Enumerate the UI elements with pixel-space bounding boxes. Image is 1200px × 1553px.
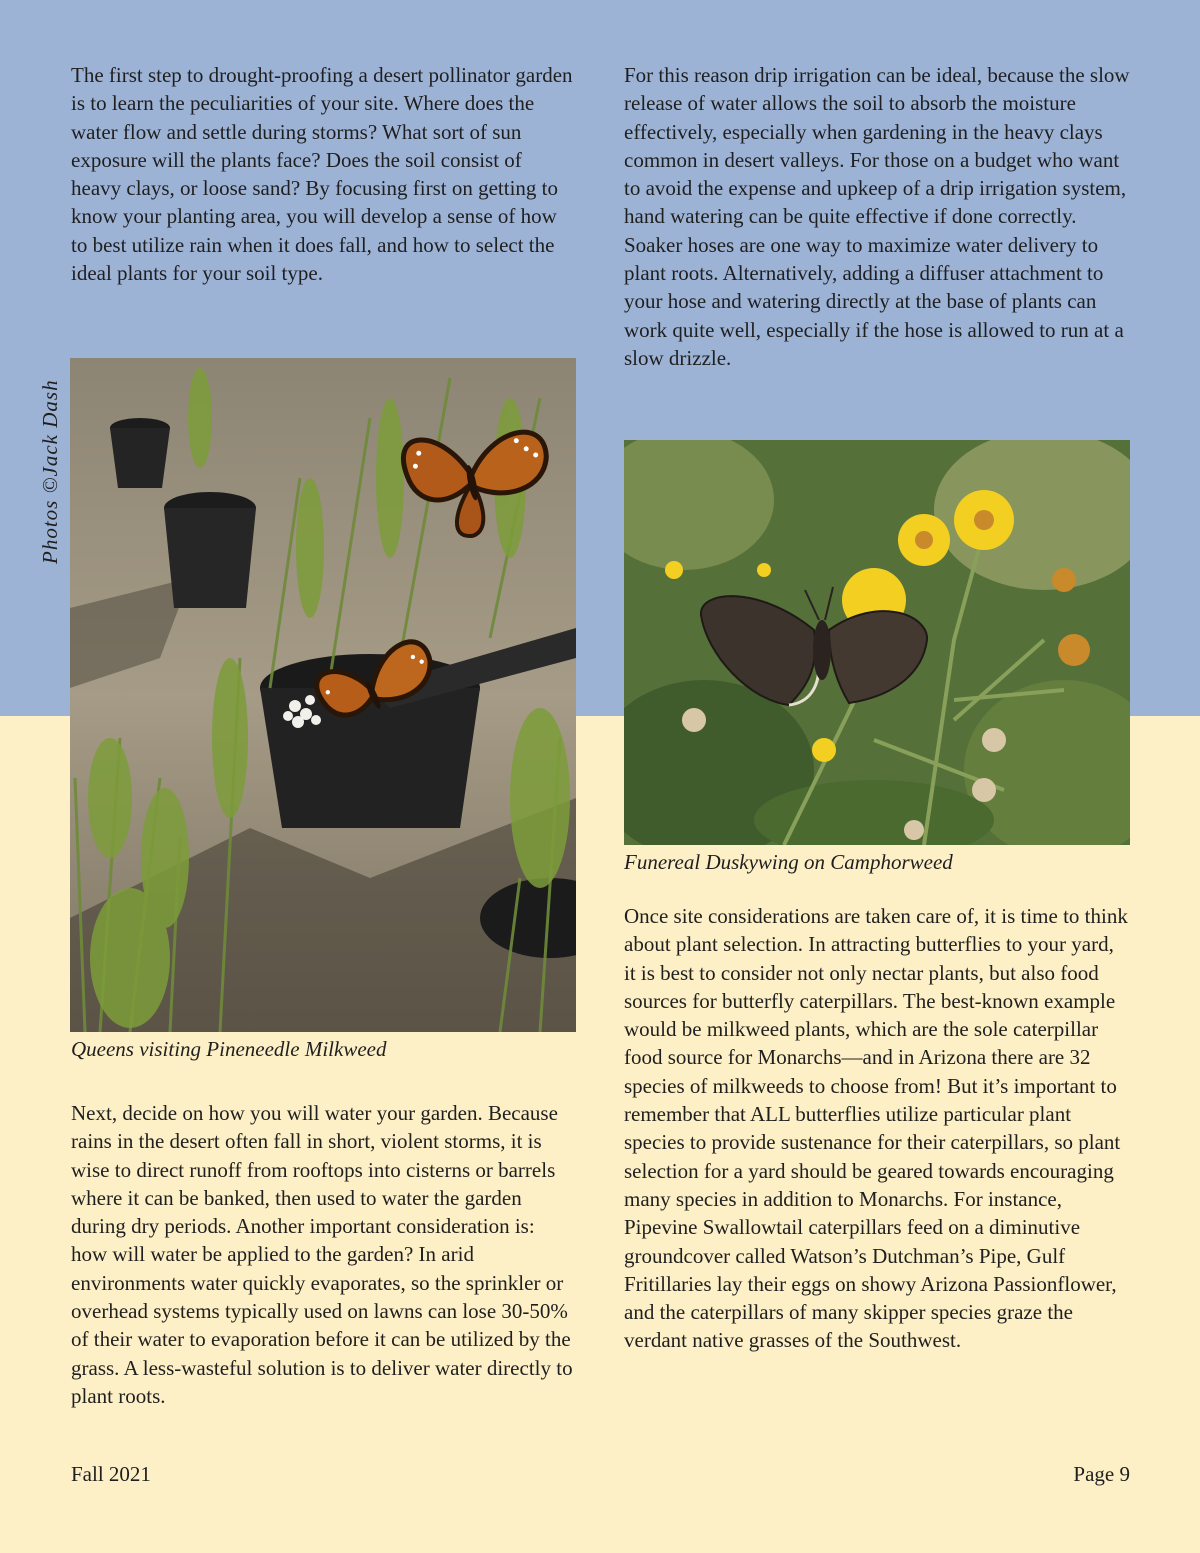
right-paragraph-2: Once site considerations are taken care of, it is time to think about plant selection. In attracting butterflies to your yard, it is best to consider not only nectar plants, but also food sources for butterfly caterpillars. The best-known example would be milkweed plants, which are the sole caterpillar food source for Monarchs—and in Arizona there are 32 species of milkweeds to choose from! But it’s important to remember that ALL butterflies utilize particular plant species to provide sustenance for their caterpillars, so plant selection for a yard should be geared towards encouraging many species in addition to Monarchs. For instance, Pipevine Swallowtail caterpillars feed on a diminutive groundcover called Watson’s Dutchman’s Pipe, Gulf Fritillaries lay their eggs on showy Arizona Passionflower, and the caterpillars of many skipper species graze the verdant native grasses of the Southwest. xyxy=(624,904,1128,1353)
queens-milkweed-photo xyxy=(70,358,576,1032)
left-photo-caption: Queens visiting Pineneedle Milkweed xyxy=(71,1037,387,1061)
issue-label: Fall 2021 xyxy=(71,1462,151,1486)
right-photo-caption: Funereal Duskywing on Camphorweed xyxy=(624,850,953,874)
left-paragraph-1: The first step to drought-proofing a desert pollinator garden is to learn the peculiarities of your site. Where does the water flow and settle during storms? What sort of sun exposure will the plants face? Does the soil consist of heavy clays, or loose sand? By focusing first on getting to know your planting area, you will develop a sense of how to best utilize rain when it does fall, and how to select the ideal plants for your soil type. xyxy=(71,63,573,286)
left-paragraph-2: Next, decide on how you will water your garden. Because rains in the desert often fall in short, violent storms, it is wise to direct runoff from rooftops into cisterns or barrels where it can be banked, then used to water the garden during dry periods. Another important consideration is: how will water be applied to the garden? In arid environments water quickly evaporates, so the sprinkler or overhead systems typically used on lawns can lose 30-50% of their water to evaporation before it can be utilized by the grass. A less-wasteful solution is to deliver water directly to plant roots. xyxy=(71,1101,573,1408)
duskywing-camphorweed-photo xyxy=(624,440,1130,845)
photo-credit: Photos ©Jack Dash xyxy=(38,379,62,564)
page-number: Page 9 xyxy=(1073,1462,1130,1486)
right-paragraph-1: For this reason drip irrigation can be ideal, because the slow release of water allows the soil to absorb the moisture effectively, especially when gardening in the heavy clays common in desert valleys. For those on a budget who want to avoid the expense and upkeep of a drip irrigation system, hand watering can be quite effective if done correctly. Soaker hoses are one way to maximize water delivery to plant roots. Alternatively, adding a diffuser attachment to your hose and watering directly at the base of plants can work quite well, especially if the hose is allowed to run at a slow drizzle. xyxy=(624,63,1130,370)
